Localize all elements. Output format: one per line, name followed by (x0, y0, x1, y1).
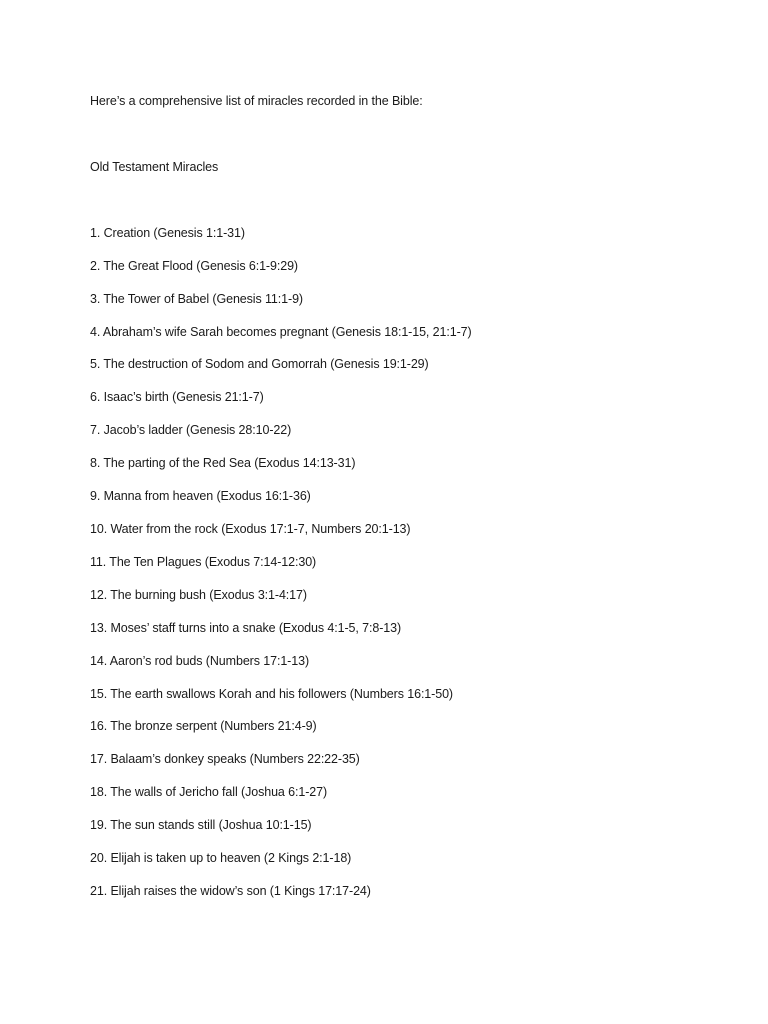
intro-text: Here’s a comprehensive list of miracles recorded in the Bible: (90, 94, 423, 108)
list-item: 3. The Tower of Babel (Genesis 11:1-9) (90, 292, 303, 306)
list-item: 4. Abraham’s wife Sarah becomes pregnant (Genesis 18:1-15, 21:1-7) (90, 325, 472, 339)
list-item: 6. Isaac’s birth (Genesis 21:1-7) (90, 390, 264, 404)
list-item: 21. Elijah raises the widow’s son (1 Kings 17:17-24) (90, 884, 371, 898)
list-item: 20. Elijah is taken up to heaven (2 Kings 2:1-18) (90, 851, 352, 865)
list-item: 8. The parting of the Red Sea (Exodus 14:13-31) (90, 456, 356, 470)
list-item: 5. The destruction of Sodom and Gomorrah (Genesis 19:1-29) (90, 357, 429, 371)
list-item: 7. Jacob’s ladder (Genesis 28:10-22) (90, 423, 292, 437)
section-heading: Old Testament Miracles (90, 160, 219, 174)
list-item: 11. The Ten Plagues (Exodus 7:14-12:30) (90, 555, 317, 569)
list-item: 12. The burning bush (Exodus 3:1-4:17) (90, 588, 307, 602)
list-item: 15. The earth swallows Korah and his followers (Numbers 16:1-50) (90, 687, 453, 701)
list-item: 10. Water from the rock (Exodus 17:1-7, Numbers 20:1-13) (90, 522, 411, 536)
list-item: 14. Aaron’s rod buds (Numbers 17:1-13) (90, 654, 310, 668)
list-item: 13. Moses’ staff turns into a snake (Exodus 4:1-5, 7:8-13) (90, 621, 402, 635)
list-item: 9. Manna from heaven (Exodus 16:1-36) (90, 489, 311, 503)
list-item: 16. The bronze serpent (Numbers 21:4-9) (90, 719, 317, 733)
list-item: 17. Balaam’s donkey speaks (Numbers 22:22-35) (90, 752, 360, 766)
list-item: 19. The sun stands still (Joshua 10:1-15) (90, 818, 312, 832)
list-item: 2. The Great Flood (Genesis 6:1-9:29) (90, 259, 298, 273)
list-item: 1. Creation (Genesis 1:1-31) (90, 226, 245, 240)
list-item: 18. The walls of Jericho fall (Joshua 6:1-27) (90, 785, 328, 799)
